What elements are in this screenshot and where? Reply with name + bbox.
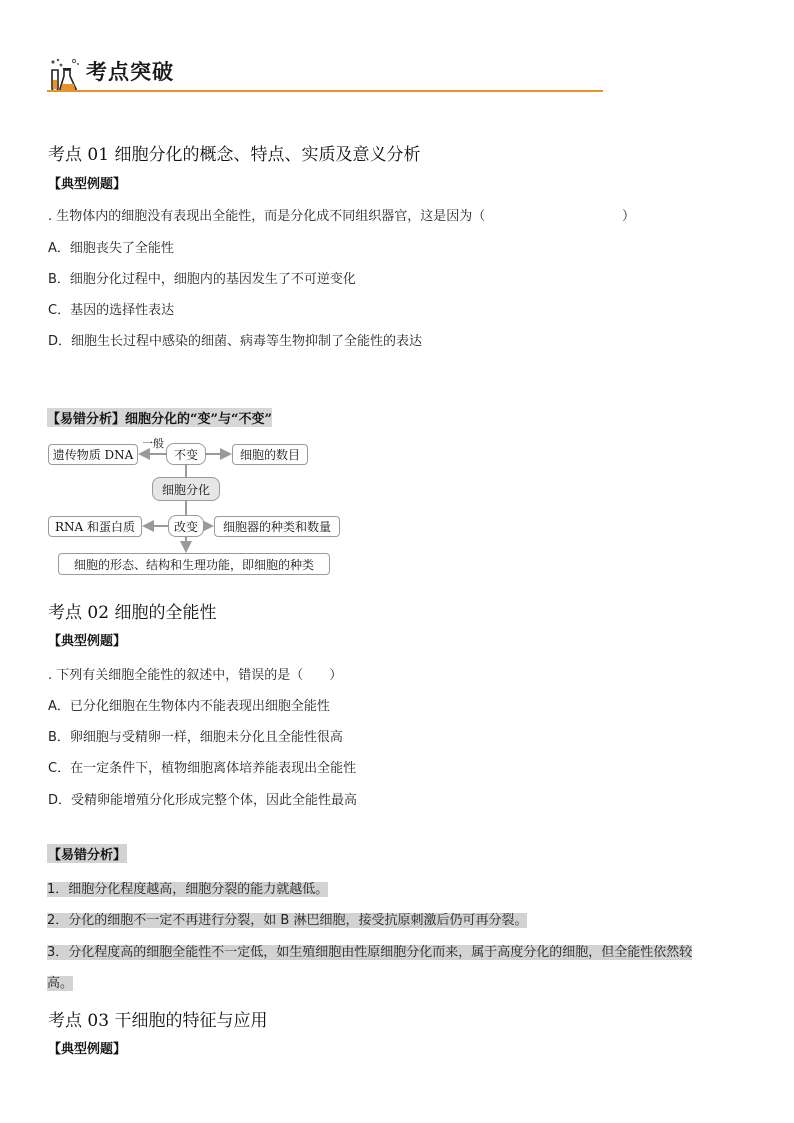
option-a-02: A．已分化细胞在生物体内不能表现出细胞全能性 [48, 699, 330, 714]
box-organelles: 细胞器的种类和数量 [214, 516, 340, 537]
differentiation-diagram [46, 435, 342, 579]
option-c-01: C．基因的选择性表达 [48, 303, 175, 318]
header-title: 考点突破 [86, 60, 174, 84]
option-b-01: B．细胞分化过程中，细胞内的基因发生了不可逆变化 [48, 272, 356, 287]
question-01: . 生物体内的细胞没有表现出全能性，而是分化成不同组织器官，这是因为（ [48, 209, 486, 224]
option-b-02: B．卵细胞与受精卵一样，细胞未分化且全能性很高 [48, 730, 343, 745]
box-changed: 改变 [168, 515, 204, 537]
box-cell-count: 细胞的数目 [232, 444, 308, 465]
analysis-header-01 [47, 408, 272, 427]
question-01-close: ） [622, 209, 636, 224]
analysis-tag-02: 【易错分析】 [47, 844, 127, 863]
analysis-line-4: 高。 [47, 976, 74, 991]
example-tag-01: 【典型例题】 [48, 177, 127, 192]
question-02: . 下列有关细胞全能性的叙述中，错误的是（ ） [48, 668, 343, 683]
option-d-01: D．细胞生长过程中感染的细菌、病毒等生物抑制了全能性的表达 [48, 334, 423, 349]
section-title-01: 考点 01 细胞分化的概念、特点、实质及意义分析 [48, 145, 421, 165]
option-d-02: D．受精卵能增殖分化形成完整个体，因此全能性最高 [48, 793, 358, 808]
analysis-line-1: 1．细胞分化程度越高，细胞分裂的能力就越低。 [47, 882, 329, 897]
section-title-03: 考点 03 干细胞的特征与应用 [48, 1011, 268, 1031]
analysis-line-3: 3．分化程度高的细胞全能性不一定低，如生殖细胞由性原细胞分化而来，属于高度分化的细胞，但全能性依然较 [47, 945, 693, 960]
flask-test-tube-icon [48, 58, 82, 92]
header-divider [47, 90, 603, 92]
box-cell-morphology: 细胞的形态、结构和生理功能，即细胞的种类 [58, 553, 330, 575]
option-c-02: C．在一定条件下，植物细胞离体培养能表现出全能性 [48, 761, 357, 776]
box-dna: 遗传物质 DNA [48, 444, 138, 465]
analysis-heading-01: 细胞分化的“变”与“不变” [125, 412, 272, 427]
option-a-01: A．细胞丧失了全能性 [48, 241, 174, 256]
box-rna-protein: RNA 和蛋白质 [48, 516, 142, 537]
section-title-02: 考点 02 细胞的全能性 [48, 603, 217, 623]
example-tag-02: 【典型例题】 [48, 634, 127, 649]
analysis-tag-01: 【易错分析】 [47, 412, 126, 427]
example-tag-03: 【典型例题】 [48, 1042, 127, 1057]
box-unchanged: 不变 [166, 443, 206, 465]
label-general: 一般 [142, 437, 164, 450]
box-cell-differentiation: 细胞分化 [152, 477, 220, 501]
analysis-line-2: 2．分化的细胞不一定不再进行分裂，如 B 淋巴细胞，接受抗原刺激后仍可再分裂。 [47, 913, 528, 928]
